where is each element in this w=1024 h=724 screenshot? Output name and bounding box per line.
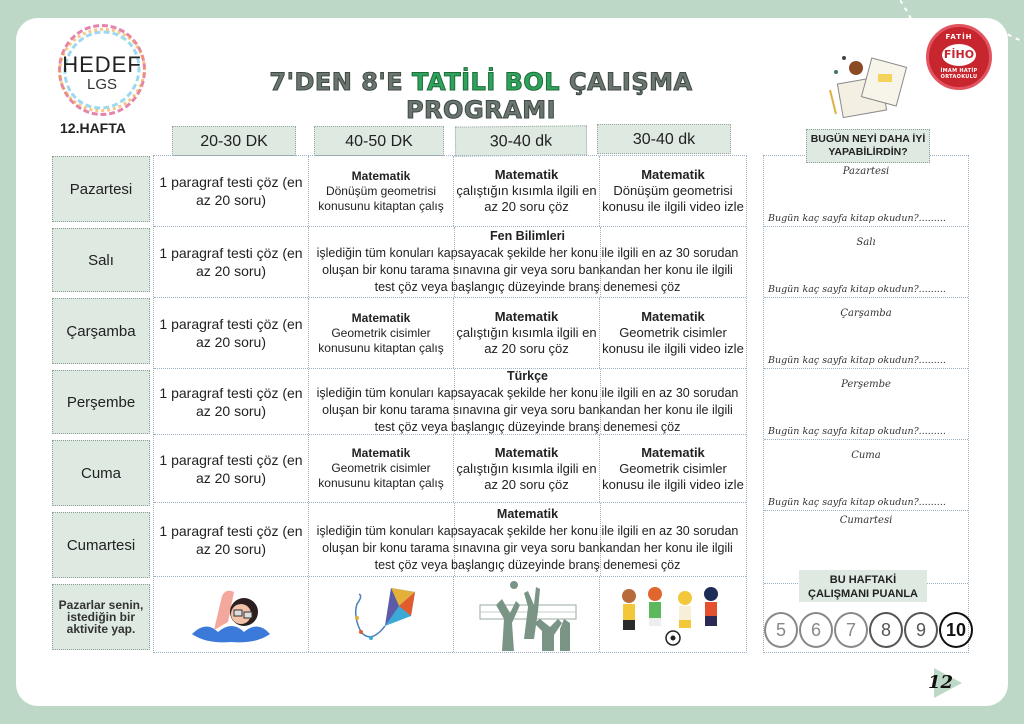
- cell-task: işlediğin tüm konuları kapsayacak şekilde her konu ile ilgili en az 30 sorudan oluşan bir konu tarama sınavına gir veya soru bankandan her konu ile ilgili test çöz veya başlangıç düzeyinde branş denemesi çöz: [316, 523, 739, 572]
- cell-practice: [454, 435, 600, 502]
- title-part2: ÇALIŞMA PROGRAMI: [405, 68, 693, 124]
- day-label-cumartesi: Cumartesi: [52, 512, 150, 578]
- swimming-icon: [154, 577, 309, 652]
- reflection-row: [764, 156, 968, 227]
- day-label-cuma: Cuma: [52, 440, 150, 506]
- pages-read-question[interactable]: Bugün kaç sayfa kitap okudun?.........: [768, 497, 946, 508]
- reflection-day: Cumartesi: [839, 515, 893, 526]
- day-label-sali: Salı: [52, 228, 150, 292]
- hedef-lgs-logo: [58, 24, 146, 116]
- score-header: BU HAFTAKİ ÇALIŞMANI PUANLA: [799, 570, 927, 602]
- reflection-day: Pazartesi: [842, 166, 890, 177]
- kite-icon: [309, 577, 454, 652]
- day-label-carsamba: Çarşamba: [52, 298, 150, 364]
- score-options: [764, 612, 973, 648]
- cell-task: Geometrik cisimler konusu ile ilgili video izle: [602, 460, 744, 492]
- score-option-5[interactable]: 5: [764, 612, 798, 648]
- page-number: [926, 668, 966, 698]
- column-header-1: 20-30 DK: [172, 126, 296, 156]
- cell-paragraph: 1 paragraf testi çöz (en az 20 soru): [154, 156, 309, 226]
- cell-review: [309, 227, 746, 297]
- cell-task: çalıştığın kısımla ilgili en az 20 soru çöz: [456, 460, 597, 492]
- score-option-8[interactable]: 8: [869, 612, 903, 648]
- cell-task: çalıştığın kısımla ilgili en az 20 soru çöz: [456, 325, 597, 356]
- cell-subject: Matematik: [494, 167, 559, 182]
- score-option-9[interactable]: 9: [904, 612, 938, 648]
- cell-task: Dönüşüm geometrisi konusunu kitaptan çalış: [318, 183, 444, 213]
- badge-bottom-text: İMAM HATİP ORTAOKULU: [940, 68, 978, 80]
- title-highlight: TATİLİ BOL: [412, 68, 561, 96]
- schedule-row: [154, 435, 746, 503]
- cell-practice: [454, 156, 600, 226]
- pages-read-question[interactable]: Bugün kaç sayfa kitap okudun?.........: [768, 355, 946, 366]
- day-label-sunday: Pazarlar senin, istediğin bir aktivite yap.: [52, 584, 150, 650]
- cell-subject: Matematik: [641, 309, 705, 324]
- reflection-header: BUGÜN NEYİ DAHA İYİ YAPABİLİRDİN?: [806, 129, 930, 163]
- cell-task: Dönüşüm geometrisi konusu ile ilgili video izle: [602, 183, 744, 214]
- cell-paragraph: 1 paragraf testi çöz (en az 20 soru): [154, 435, 309, 502]
- cell-paragraph: 1 paragraf testi çöz (en az 20 soru): [154, 298, 309, 368]
- schedule-row: [154, 156, 746, 227]
- cell-study: [309, 435, 454, 502]
- cell-subject: Matematik: [641, 167, 705, 182]
- cell-video: [600, 435, 746, 502]
- page-number-text: 12: [928, 672, 954, 693]
- volleyball-icon: [454, 577, 600, 652]
- cell-study: [309, 298, 454, 368]
- score-option-6[interactable]: 6: [799, 612, 833, 648]
- football-kids-icon: [600, 577, 746, 652]
- cell-subject: Fen Bilimleri: [489, 229, 566, 243]
- reflection-row: [764, 298, 968, 369]
- pages-read-question[interactable]: Bugün kaç sayfa kitap okudun?.........: [768, 426, 946, 437]
- cell-subject: Matematik: [351, 446, 411, 460]
- title-part1: 7'DEN 8'E: [269, 68, 412, 96]
- column-header-4: 30-40 dk: [597, 124, 731, 154]
- reflection-row: [764, 440, 968, 511]
- cell-task: Geometrik cisimler konusunu kitaptan çalış: [318, 461, 444, 490]
- schedule-row: [154, 298, 746, 369]
- column-header-2: 40-50 DK: [314, 126, 444, 156]
- cell-subject: Türkçe: [507, 368, 548, 383]
- cell-task: Geometrik cisimler konusu ile ilgili video izle: [602, 325, 744, 356]
- cell-task: işlediğin tüm konuları kapsayacak şekilde her konu ile ilgili en az 30 sorudan oluşan bir konu tarama sınavına gir veya soru bankandan her konu ile ilgili test çöz veya başlangıç düzeyinde branş denemesi çöz: [316, 385, 739, 434]
- badge-logo-text: FİHO: [942, 44, 976, 66]
- cell-subject: Matematik: [351, 310, 411, 325]
- reflection-day: Çarşamba: [840, 308, 892, 319]
- reflection-row: [764, 227, 968, 298]
- reflection-day: Salı: [856, 237, 876, 248]
- week-label: 12.HAFTA: [60, 120, 126, 136]
- pages-read-question[interactable]: Bugün kaç sayfa kitap okudun?.........: [768, 284, 946, 295]
- cell-task: işlediğin tüm konuları kapsayacak şekilde her konu ile ilgili en az 30 sorudan oluşan bir konu tarama sınavına gir veya soru bankandan her konu ile ilgili test çöz veya başlangıç düzeyinde branş denemesi çöz: [316, 246, 739, 294]
- schedule-row: [154, 369, 746, 435]
- cell-subject: Matematik: [494, 444, 559, 460]
- cell-subject: Matematik: [496, 506, 559, 521]
- reflection-day: Perşembe: [841, 379, 891, 390]
- school-badge: [926, 24, 992, 90]
- cell-review: [309, 369, 746, 434]
- cell-subject: Matematik: [494, 309, 559, 324]
- cell-paragraph: 1 paragraf testi çöz (en az 20 soru): [154, 503, 309, 576]
- cell-task: çalıştığın kısımla ilgili en az 20 soru çöz: [456, 183, 597, 214]
- cell-task: Geometrik cisimler konusunu kitaptan çalış: [318, 325, 444, 355]
- logo-subtitle: LGS: [86, 76, 117, 93]
- score-option-7[interactable]: 7: [834, 612, 868, 648]
- column-header-3: 30-40 dk: [455, 125, 587, 156]
- cell-study: [309, 156, 454, 226]
- pages-read-question[interactable]: Bugün kaç sayfa kitap okudun?.........: [768, 213, 946, 224]
- schedule-grid: [153, 155, 747, 653]
- cell-paragraph: 1 paragraf testi çöz (en az 20 soru): [154, 227, 309, 297]
- cell-subject: Matematik: [641, 444, 705, 460]
- study-desk-illustration: [826, 50, 912, 118]
- schedule-row: [154, 503, 746, 577]
- cell-subject: Matematik: [351, 168, 411, 183]
- reflection-day: Cuma: [851, 450, 881, 461]
- cell-video: [600, 298, 746, 368]
- activity-row: [154, 577, 746, 652]
- day-label-persembe: Perşembe: [52, 370, 150, 434]
- day-label-pazartesi: Pazartesi: [52, 156, 150, 222]
- logo-title: HEDEF: [62, 52, 142, 77]
- badge-top-text: FATİH: [945, 33, 973, 41]
- cell-paragraph: 1 paragraf testi çöz (en az 20 soru): [154, 369, 309, 434]
- cell-practice: [454, 298, 600, 368]
- page-title: [196, 68, 766, 124]
- schedule-row: [154, 227, 746, 298]
- cell-video: [600, 156, 746, 226]
- score-option-10[interactable]: 10: [939, 612, 973, 648]
- cell-review: [309, 503, 746, 576]
- reflection-row: [764, 369, 968, 440]
